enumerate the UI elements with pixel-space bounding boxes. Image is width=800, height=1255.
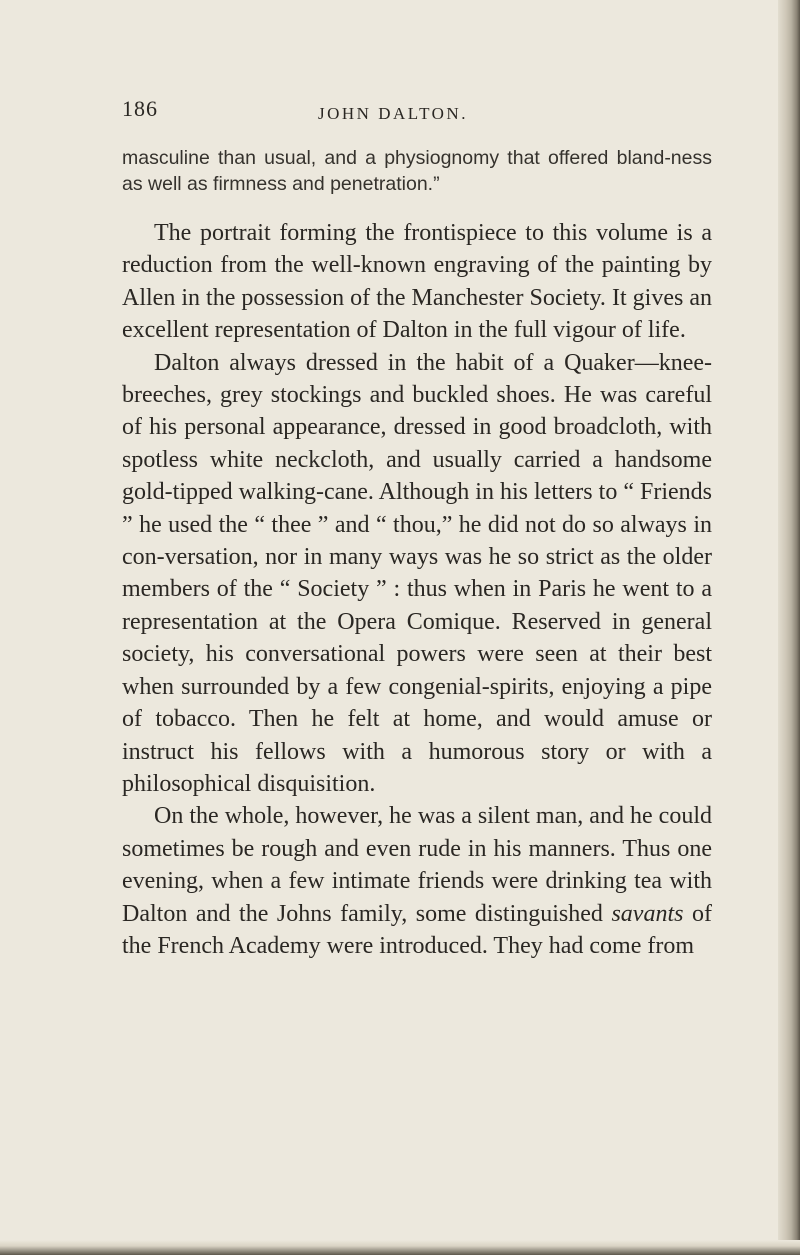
binding-edge xyxy=(778,0,800,1255)
paragraph-text-end: of the French Academy were introduced. They had come from xyxy=(122,900,712,959)
paragraph-text-start: On the whole, however, he was a silent man, and he could sometimes be rough and even rude in his manners. Thus one evening, when a few intimate friends were drinking tea with Dalton and the Johns family, some distinguished xyxy=(122,803,712,927)
running-title: JOHN DALTON. xyxy=(318,104,468,123)
page-header xyxy=(0,96,800,136)
paragraph-silent-man xyxy=(122,800,712,962)
quote-continuation: masculine than usual, and a physiognomy that offered bland-ness as well as firmness and penetration.” xyxy=(122,147,712,195)
page-bottom-edge xyxy=(0,1240,800,1255)
paragraph-portrait: The portrait forming the frontispiece to this volume is a reduction from the well-known engraving of the painting by Allen in the possession of the Manchester Society. It gives an excellent representation of Dalton in the full vigour of life. xyxy=(122,220,712,344)
italic-savants: savants xyxy=(611,900,684,927)
paragraph-quaker-habit: Dalton always dressed in the habit of a Quaker—knee-breeches, grey stockings and buckled shoes. He was careful of his personal appearance, dressed in good broadcloth, with spotless white neckcloth, and usually carried a handsome gold-tipped walking-cane. Although in his letters to “ Friends ” he used the “ thee ” and “ thou,” he did not do so always in con-versation, nor in many ways was he so strict as the older members of the “ Society ” : thus when in Paris he went to a representation at the Opera Comique. Reserved in general society, his conversational powers were seen at their best when surrounded by a few congenial-spirits, enjoying a pipe of tobacco. Then he felt at home, and would amuse or instruct his fellows with a humorous story or with a philosophical disquisition. xyxy=(122,349,712,797)
body-text xyxy=(122,145,712,962)
page-number: 186 xyxy=(122,96,158,121)
